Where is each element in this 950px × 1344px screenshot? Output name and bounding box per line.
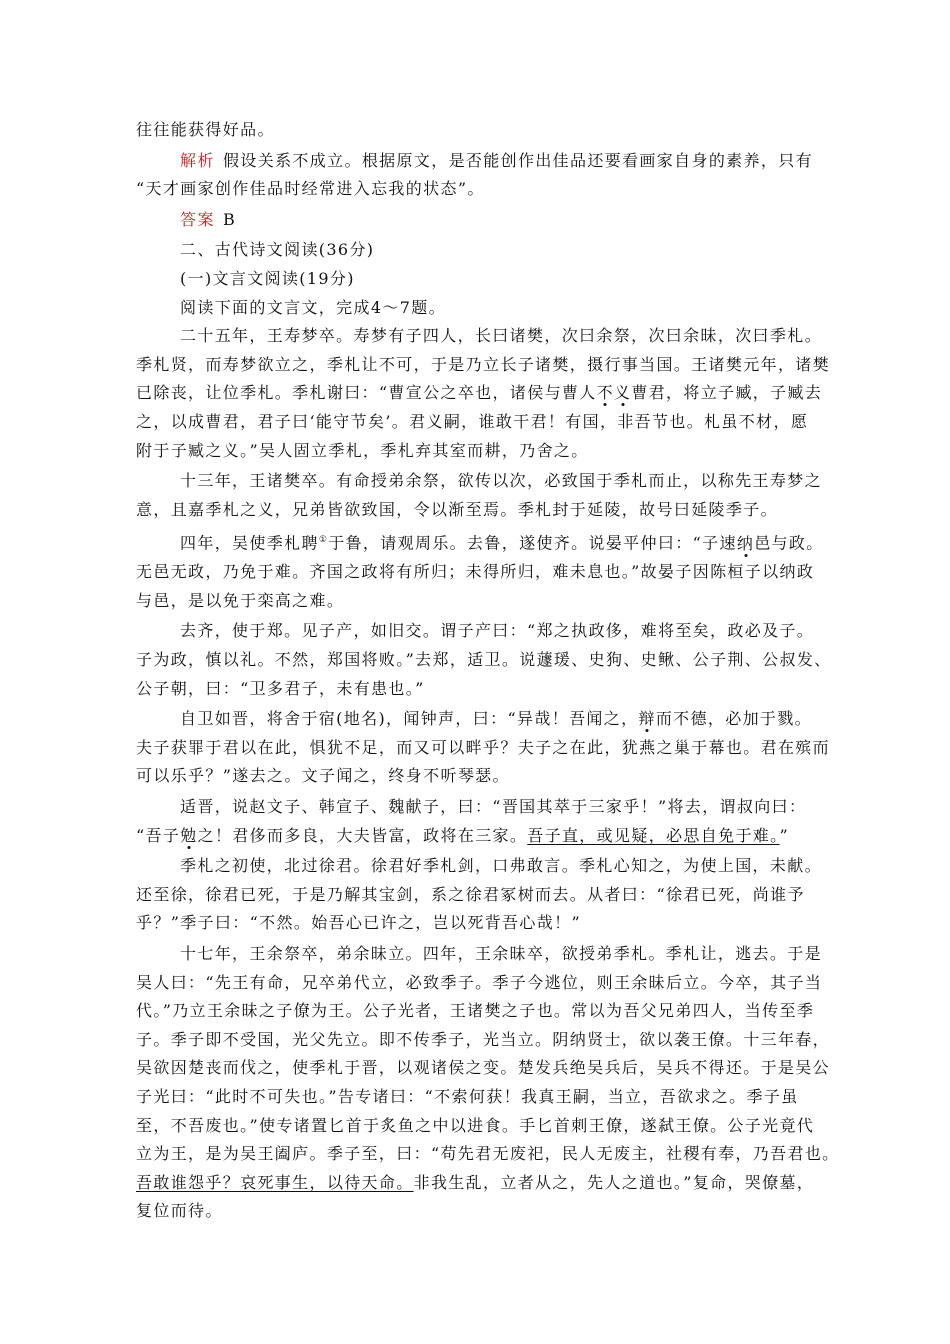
text-line: 复位而待。 — [136, 1201, 223, 1221]
text-span: 四年，吴使季札聘 — [180, 533, 319, 553]
text-line: 立为王，是为吴王阖庐。季子至，曰：“苟先君无废祀，民人无废主，社稷有奉，乃吾君也。 — [136, 1144, 840, 1164]
emphasis-dot-char: 勉 — [180, 825, 198, 845]
text-line: 夫子获罪于君以在此，惧犹不足，而又可以畔乎？夫子之在此，犹燕之巢于幕也。君在殡而 — [136, 737, 831, 757]
answer-label: 答案 — [180, 209, 216, 229]
text-line: 之，以成曹君，君子曰‘能守节矣’。君义嗣，谁敢干君！有国，非吾节也。札虽不材，愿 — [136, 411, 809, 431]
text-line — [136, 206, 818, 235]
text-line: 还至徐，徐君已死，于是乃解其宝剑，系之徐君冢树而去。从者曰：“徐君已死，尚谁予 — [136, 884, 805, 904]
text-line: 子光曰：“此时不可失也。”告专诸曰：“不索何获！我真王嗣，当立，吾欲求之。季子虽 — [136, 1086, 799, 1106]
text-line: 吴欲因楚丧而伐之，使季札于晋，以观诸侯之变。楚发兵绝吴兵后，吴兵不得还。于是吴公 — [136, 1058, 831, 1078]
passage-paragraph-7 — [136, 852, 822, 938]
text-line: 吴人曰：“先王有命，兄卒弟代立，必致季子。季子今逃位，则王余昧后立。今卒，其子当 — [136, 972, 823, 992]
text-span: 曹君，将立子臧，子臧去 — [631, 383, 823, 403]
text-span: 而不德，必加于戮。 — [655, 709, 812, 729]
text-continuation — [136, 116, 818, 145]
text-line — [136, 822, 818, 851]
text-line — [136, 1169, 818, 1198]
text-line: 十三年，王诸樊卒。有命授弟余祭，欲传以次，必致国于季札而止，以称先王寿梦之 — [180, 471, 822, 491]
analysis-text: 假设关系不成立。根据原文，是否能创作出佳品还要看画家自身的素养，只有 — [223, 150, 813, 170]
passage-paragraph-6 — [136, 793, 818, 850]
emphasis-dot-char: 不 — [596, 383, 614, 403]
text-span: 邑与政。 — [754, 533, 824, 553]
subsection-heading: (一)文言文阅读(19分) — [180, 268, 355, 288]
section-heading: 二、古代诗文阅读(36分) — [180, 240, 375, 260]
text-line: 与邑，是以免于栾高之难。 — [136, 590, 345, 610]
emphasis-dot-char: 义 — [614, 383, 632, 403]
emphasis-dot-char: 辩 — [638, 709, 656, 729]
text-line: 附于子臧之义。”吴人固立季札，季札弃其室而耕，乃舍之。 — [136, 440, 589, 460]
underlined-sentence: 吾敢谁怨乎？哀死事生，以待天命。 — [136, 1172, 414, 1192]
passage-paragraph-2 — [136, 467, 822, 524]
text-line: 子为政，慎以礼。不然，郑国将败。”去郑，适卫。说蘧瑗、史狗、史鳅、公子荆、公叔发、 — [136, 650, 832, 670]
text-line: 公子朝，曰：“卫多君子，未有患也。” — [136, 678, 425, 698]
text-line: 乎？”季子曰：“不然。始吾心已许之，岂以死背吾心哉！” — [136, 913, 581, 933]
text-line — [136, 526, 824, 558]
analysis-block — [136, 147, 818, 204]
text-span: 之！君侈而多良，大夫皆富，政将在三家。 — [197, 825, 528, 845]
text-line: 二十五年，王寿梦卒。寿梦有子四人，长曰诸樊，次曰余祭，次曰余昧，次曰季札。 — [180, 326, 822, 346]
text-line: 去齐，使于郑。见子产，如旧交。谓子产曰：“郑之执政侈，难将至矣，政必及子。 — [180, 621, 815, 641]
underlined-sentence: 吾子直，或见疑，必思自免于难。 — [527, 825, 780, 845]
answer-block — [136, 206, 818, 235]
text-line: 至，不吾废也。”使专诸置匕首于炙鱼之中以进食。手匕首刺王僚，遂弑王僚。公子光竟代 — [136, 1115, 815, 1135]
text-line — [136, 705, 818, 734]
text-line: 适晋，说赵文子、韩宣子、魏献子，曰：“晋国其萃于三家乎！”将去，谓叔向曰： — [180, 796, 807, 816]
text-line: 子。季子即不受国，光父先立。即不传季子，光当立。阴纳贤士，欲以袭王僚。十三年春， — [136, 1029, 831, 1049]
passage-paragraph-1 — [136, 322, 831, 465]
text-line: 往往能获得好品。 — [136, 120, 275, 139]
emphasis-dot-char: 纳 — [736, 533, 755, 553]
text-line: 可以乐乎？”遂去之。文子闻之，终身不听琴瑟。 — [136, 766, 510, 786]
text-span: “吾子 — [136, 825, 181, 845]
instruction-text: 阅读下面的文言文，完成4～7题。 — [180, 297, 446, 317]
passage-paragraph-5 — [136, 705, 831, 791]
passage-paragraph-3 — [136, 526, 824, 615]
passage-paragraph-8 — [136, 940, 840, 1226]
text-line: 十七年，王余祭卒，弟余昧立。四年，王余昧卒，欲授弟季札。季札让，逃去。于是 — [180, 943, 822, 963]
passage-paragraph-4 — [136, 617, 832, 703]
text-line: 意，且嘉季札之义，兄弟皆欲致国，令以渐至焉。季札封于延陵，故号曰延陵季子。 — [136, 499, 778, 519]
text-line: “天才画家创作佳品时经常进入忘我的状态”。 — [136, 179, 485, 199]
analysis-label: 解析 — [180, 150, 216, 170]
text-line: 季札贤，而寿梦欲立之，季札让不可，于是乃立长子诸樊，摄行事当国。王诸樊元年，诸樊 — [136, 354, 831, 374]
text-line — [136, 379, 823, 408]
text-span: 非我生乱，立者从之，先人之道也。”复命，哭僚墓， — [413, 1172, 815, 1192]
text-span: 于鲁，请观周乐。去鲁，遂使齐。说晏平仲曰：“子速 — [328, 533, 737, 553]
footnote-marker: ① — [318, 535, 329, 546]
text-line: 代。”乃立王余昧之子僚为王。公子光者，王诸樊之子也。常以为吾父兄弟四人，当传至季 — [136, 1001, 815, 1021]
text-span: 已除丧，让位季札。季札谢曰：“曹宣公之卒也，诸侯与曹人 — [136, 383, 597, 403]
text-span: ” — [779, 825, 790, 845]
text-span: 自卫如晋，将舍于宿(地名)，闻钟声，曰：“异哉！吾闻之， — [180, 709, 639, 729]
text-line: 季札之初使，北过徐君。徐君好季札剑，口弗敢言。季札心知之，为使上国，未献。 — [180, 856, 822, 876]
text-line — [136, 147, 818, 176]
answer-value: B — [223, 209, 237, 229]
text-line: 无邑无政，乃免于难。齐国之政将有所归；未得所归，难未息也。”故晏子因陈桓子以纳政 — [136, 562, 815, 582]
